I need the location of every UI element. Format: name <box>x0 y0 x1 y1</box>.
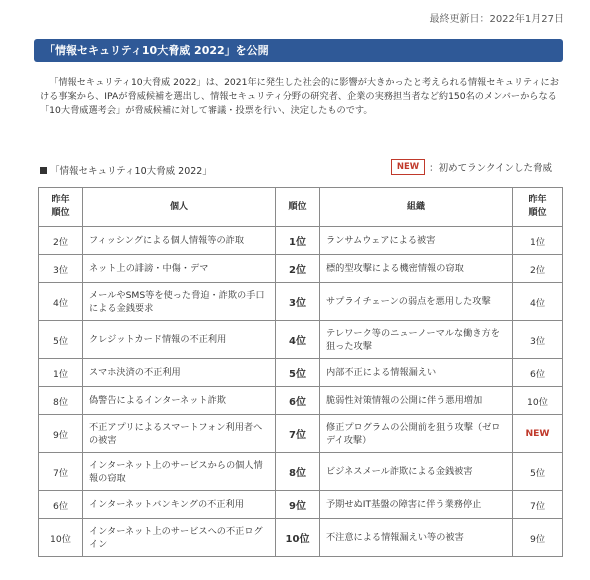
personal-threat: スマホ決済の不正利用 <box>83 359 276 387</box>
personal-threat: ネット上の誹謗・中傷・デマ <box>83 255 276 283</box>
prev-personal-rank: 7位 <box>39 453 83 491</box>
section-label <box>40 163 212 177</box>
organization-threat: 脆弱性対策情報の公開に伴う悪用増加 <box>320 387 513 415</box>
table-body <box>39 227 563 557</box>
prev-org-rank: 9位 <box>513 519 563 557</box>
prev-personal-rank: 6位 <box>39 491 83 519</box>
personal-threat: フィッシングによる個人情報等の詐取 <box>83 227 276 255</box>
header-rank: 順位 <box>276 188 320 227</box>
threat-ranking-table <box>38 187 563 557</box>
prev-org-rank: NEW <box>513 415 563 453</box>
table-row <box>39 415 563 453</box>
prev-org-rank: 5位 <box>513 453 563 491</box>
prev-personal-rank: 4位 <box>39 283 83 321</box>
intro-paragraph: 「情報セキュリティ10大脅威 2022」は、2021年に発生した社会的に影響が大きかったと考えられる情報セキュリティにおける事案から、IPAが脅威候補を選出し、情報セキュリティ分野の研究者、企業の実務担当者など約150名のメンバーからなる「10大脅威選考会」が脅威候補に対して審議・投票を行い、決定したものです。 <box>40 77 559 116</box>
table-row <box>39 255 563 283</box>
personal-threat: 偽警告によるインターネット詐欺 <box>83 387 276 415</box>
table-row <box>39 321 563 359</box>
table-row <box>39 283 563 321</box>
new-badge: NEW <box>391 159 425 175</box>
prev-personal-rank: 9位 <box>39 415 83 453</box>
table-row <box>39 227 563 255</box>
prev-personal-rank: 3位 <box>39 255 83 283</box>
table-row <box>39 519 563 557</box>
personal-threat: インターネット上のサービスへの不正ログイン <box>83 519 276 557</box>
prev-personal-rank: 10位 <box>39 519 83 557</box>
prev-personal-rank: 2位 <box>39 227 83 255</box>
table-row <box>39 453 563 491</box>
header-organization: 組織 <box>320 188 513 227</box>
rank: 6位 <box>276 387 320 415</box>
organization-threat: 予期せぬIT基盤の障害に伴う業務停止 <box>320 491 513 519</box>
prev-org-rank: 10位 <box>513 387 563 415</box>
personal-threat: インターネットバンキングの不正利用 <box>83 491 276 519</box>
prev-personal-rank: 1位 <box>39 359 83 387</box>
prev-org-rank: 7位 <box>513 491 563 519</box>
new-legend-text: ：初めてランクインした脅威 <box>429 163 552 174</box>
organization-threat: 修正プログラムの公開前を狙う攻撃（ゼロデイ攻撃） <box>320 415 513 453</box>
header-personal: 個人 <box>83 188 276 227</box>
square-bullet-icon <box>40 167 47 174</box>
table-row <box>39 491 563 519</box>
personal-threat: 不正アプリによるスマートフォン利用者への被害 <box>83 415 276 453</box>
header-prev-org-text: 昨年 順位 <box>528 195 547 218</box>
rank: 5位 <box>276 359 320 387</box>
personal-threat: インターネット上のサービスからの個人情報の窃取 <box>83 453 276 491</box>
header-prev-org <box>513 188 563 227</box>
organization-threat: テレワーク等のニューノーマルな働き方を狙った攻撃 <box>320 321 513 359</box>
personal-threat: メールやSMS等を使った脅迫・詐欺の手口による金銭要求 <box>83 283 276 321</box>
rank: 1位 <box>276 227 320 255</box>
organization-threat: サプライチェーンの弱点を悪用した攻撃 <box>320 283 513 321</box>
prev-org-rank: 1位 <box>513 227 563 255</box>
prev-org-rank: 3位 <box>513 321 563 359</box>
organization-threat: ビジネスメール詐欺による金銭被害 <box>320 453 513 491</box>
last-updated: 最終更新日：2022年1月27日 <box>429 14 564 25</box>
rank: 4位 <box>276 321 320 359</box>
rank: 10位 <box>276 519 320 557</box>
table-row <box>39 387 563 415</box>
organization-threat: 内部不正による情報漏えい <box>320 359 513 387</box>
table-row <box>39 359 563 387</box>
prev-personal-rank: 8位 <box>39 387 83 415</box>
header-prev-personal-text: 昨年 順位 <box>51 195 70 218</box>
organization-threat: 標的型攻撃による機密情報の窃取 <box>320 255 513 283</box>
new-legend <box>391 159 552 175</box>
table-header-row <box>39 188 563 227</box>
section-label-text: 「情報セキュリティ10大脅威 2022」 <box>50 166 212 177</box>
rank: 9位 <box>276 491 320 519</box>
rank: 8位 <box>276 453 320 491</box>
prev-org-rank: 4位 <box>513 283 563 321</box>
personal-threat: クレジットカード情報の不正利用 <box>83 321 276 359</box>
organization-threat: ランサムウェアによる被害 <box>320 227 513 255</box>
prev-personal-rank: 5位 <box>39 321 83 359</box>
prev-org-rank: 6位 <box>513 359 563 387</box>
header-prev-personal <box>39 188 83 227</box>
page-title: 「情報セキュリティ10大脅威 2022」を公開 <box>34 39 563 62</box>
rank: 3位 <box>276 283 320 321</box>
prev-org-rank: 2位 <box>513 255 563 283</box>
organization-threat: 不注意による情報漏えい等の被害 <box>320 519 513 557</box>
rank: 2位 <box>276 255 320 283</box>
rank: 7位 <box>276 415 320 453</box>
